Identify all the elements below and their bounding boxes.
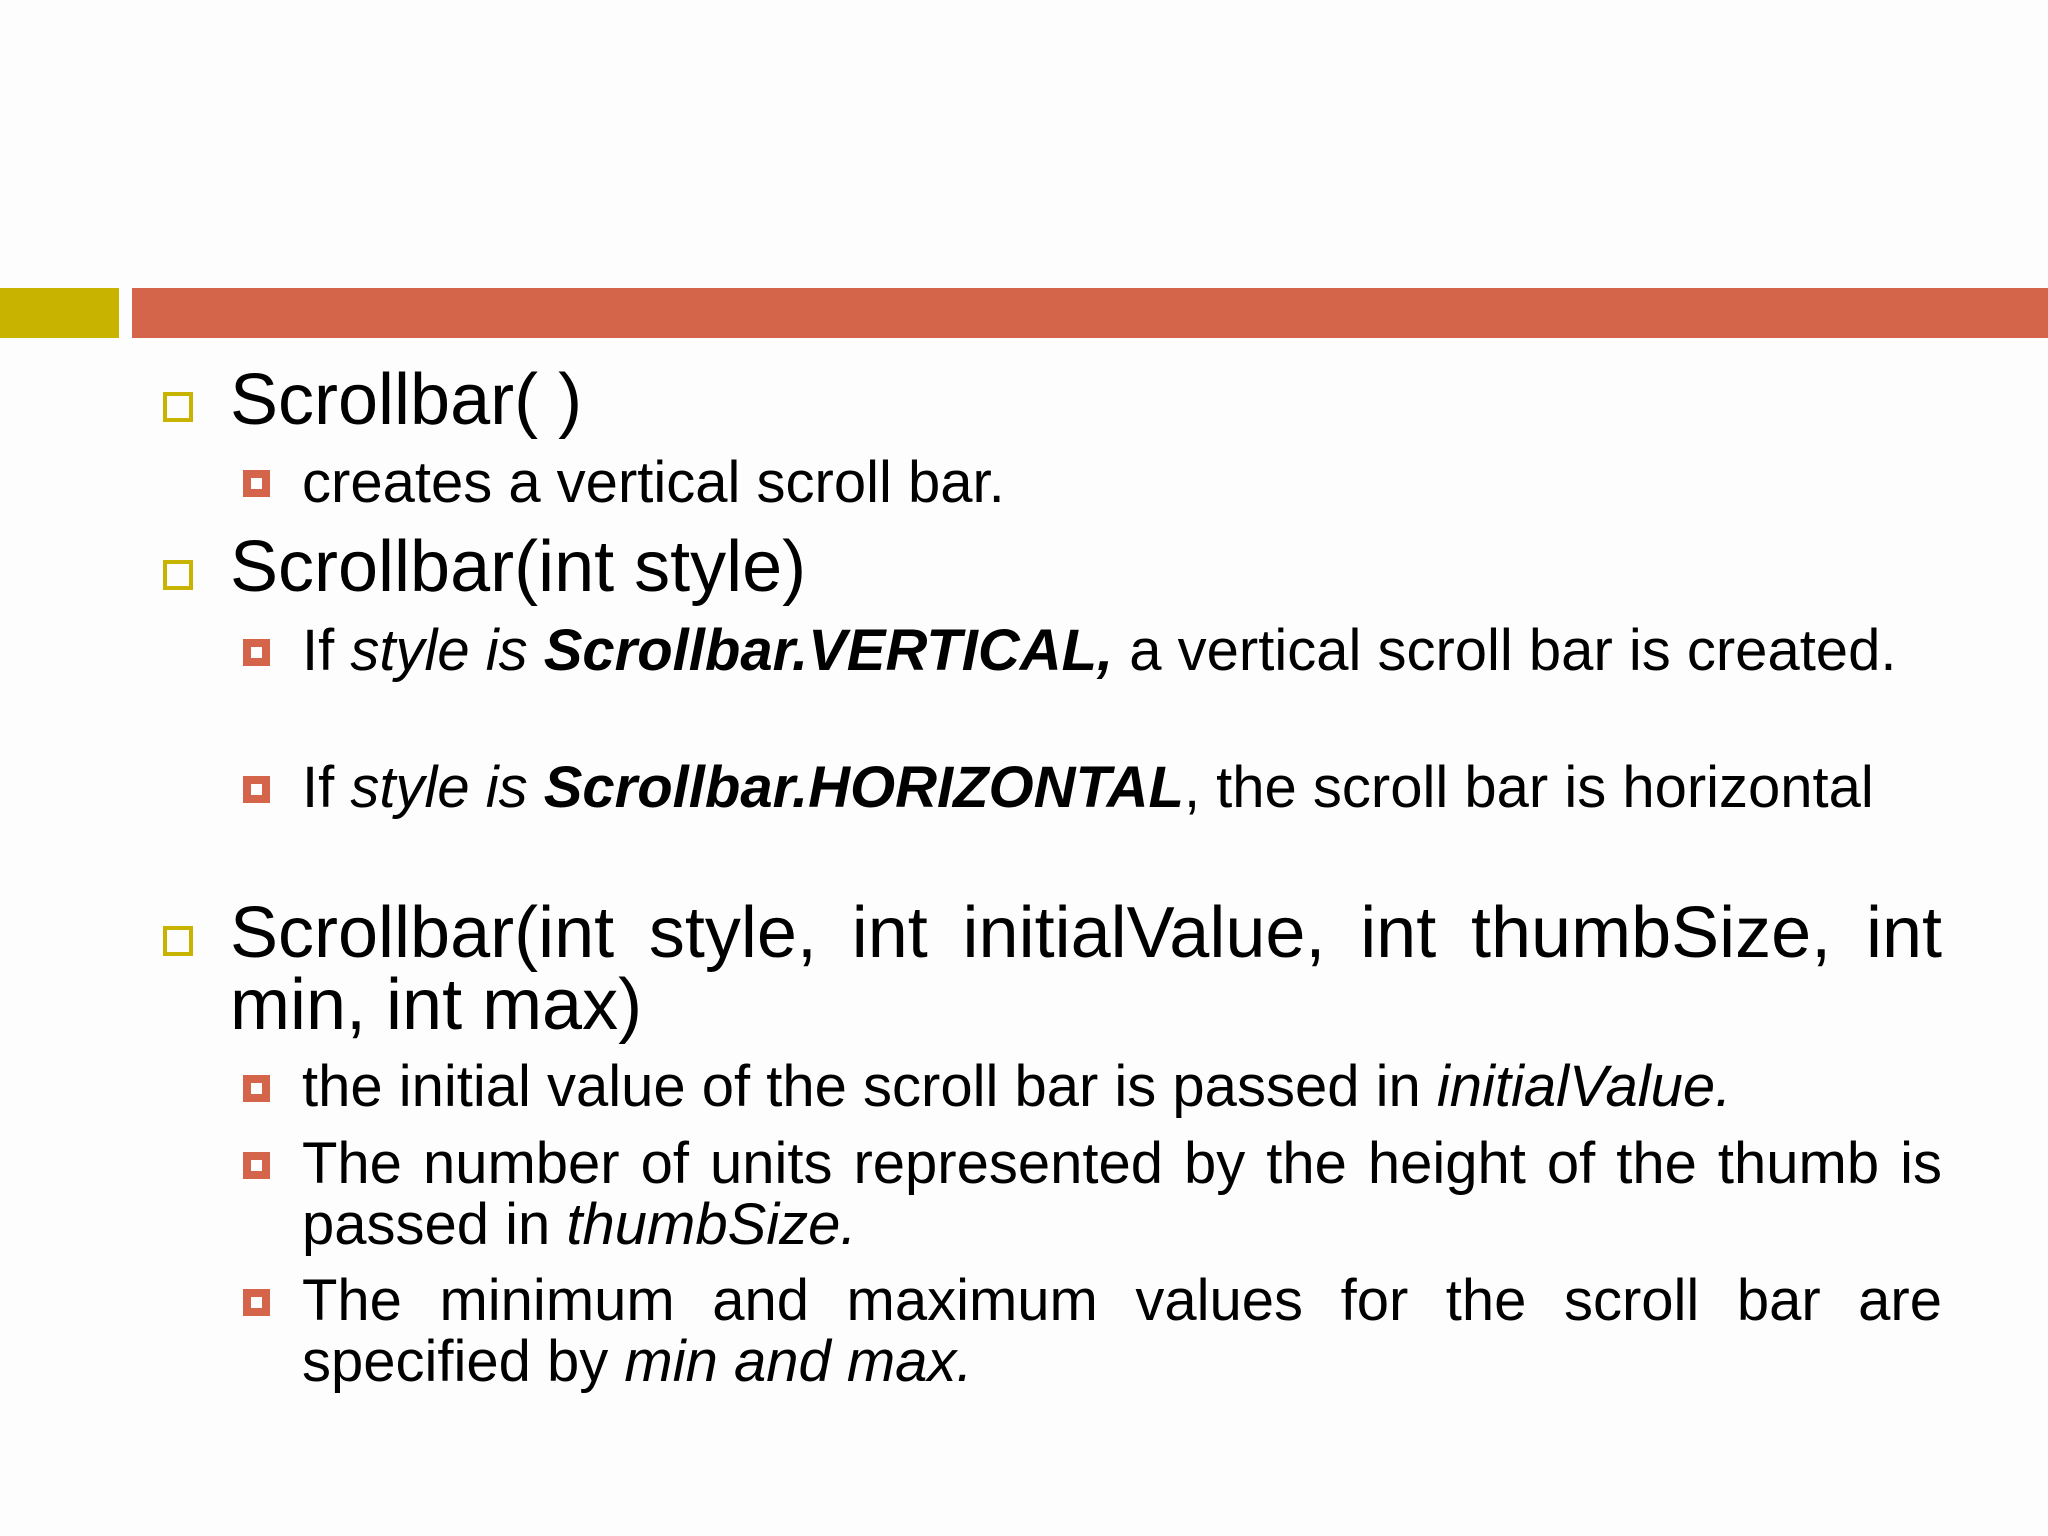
constructor-heading-3: Scrollbar(int style, int initialValue, int thumbSize, int min, int max)	[230, 893, 1942, 1045]
filled-square-bullet-icon	[243, 1075, 270, 1102]
constructor-2-vertical-description: If style is Scrollbar.VERTICAL, a vertical scroll bar is created.	[302, 618, 1897, 683]
filled-square-bullet-icon	[243, 1152, 270, 1179]
constructor-heading-1: Scrollbar( )	[230, 360, 583, 440]
hollow-square-bullet-icon	[163, 560, 193, 590]
constructor-1-description: creates a vertical scroll bar.	[302, 450, 1005, 515]
constructor-3-min-max-description: The minimum and maximum values for the scroll bar are specified by min and max.	[302, 1268, 1942, 1394]
constructor-heading-2: Scrollbar(int style)	[230, 527, 807, 607]
constructor-2-horizontal-description: If style is Scrollbar.HORIZONTAL, the scroll bar is horizontal	[302, 755, 1874, 820]
hollow-square-bullet-icon	[163, 392, 193, 422]
filled-square-bullet-icon	[243, 639, 270, 666]
constructor-3-thumb-size-description: The number of units represented by the height of the thumb is passed in thumbSize.	[302, 1131, 1942, 1257]
filled-square-bullet-icon	[243, 470, 270, 497]
constructor-3-initial-value-description: the initial value of the scroll bar is passed in initialValue.	[302, 1054, 1732, 1119]
filled-square-bullet-icon	[243, 776, 270, 803]
filled-square-bullet-icon	[243, 1289, 270, 1316]
hollow-square-bullet-icon	[163, 926, 193, 956]
